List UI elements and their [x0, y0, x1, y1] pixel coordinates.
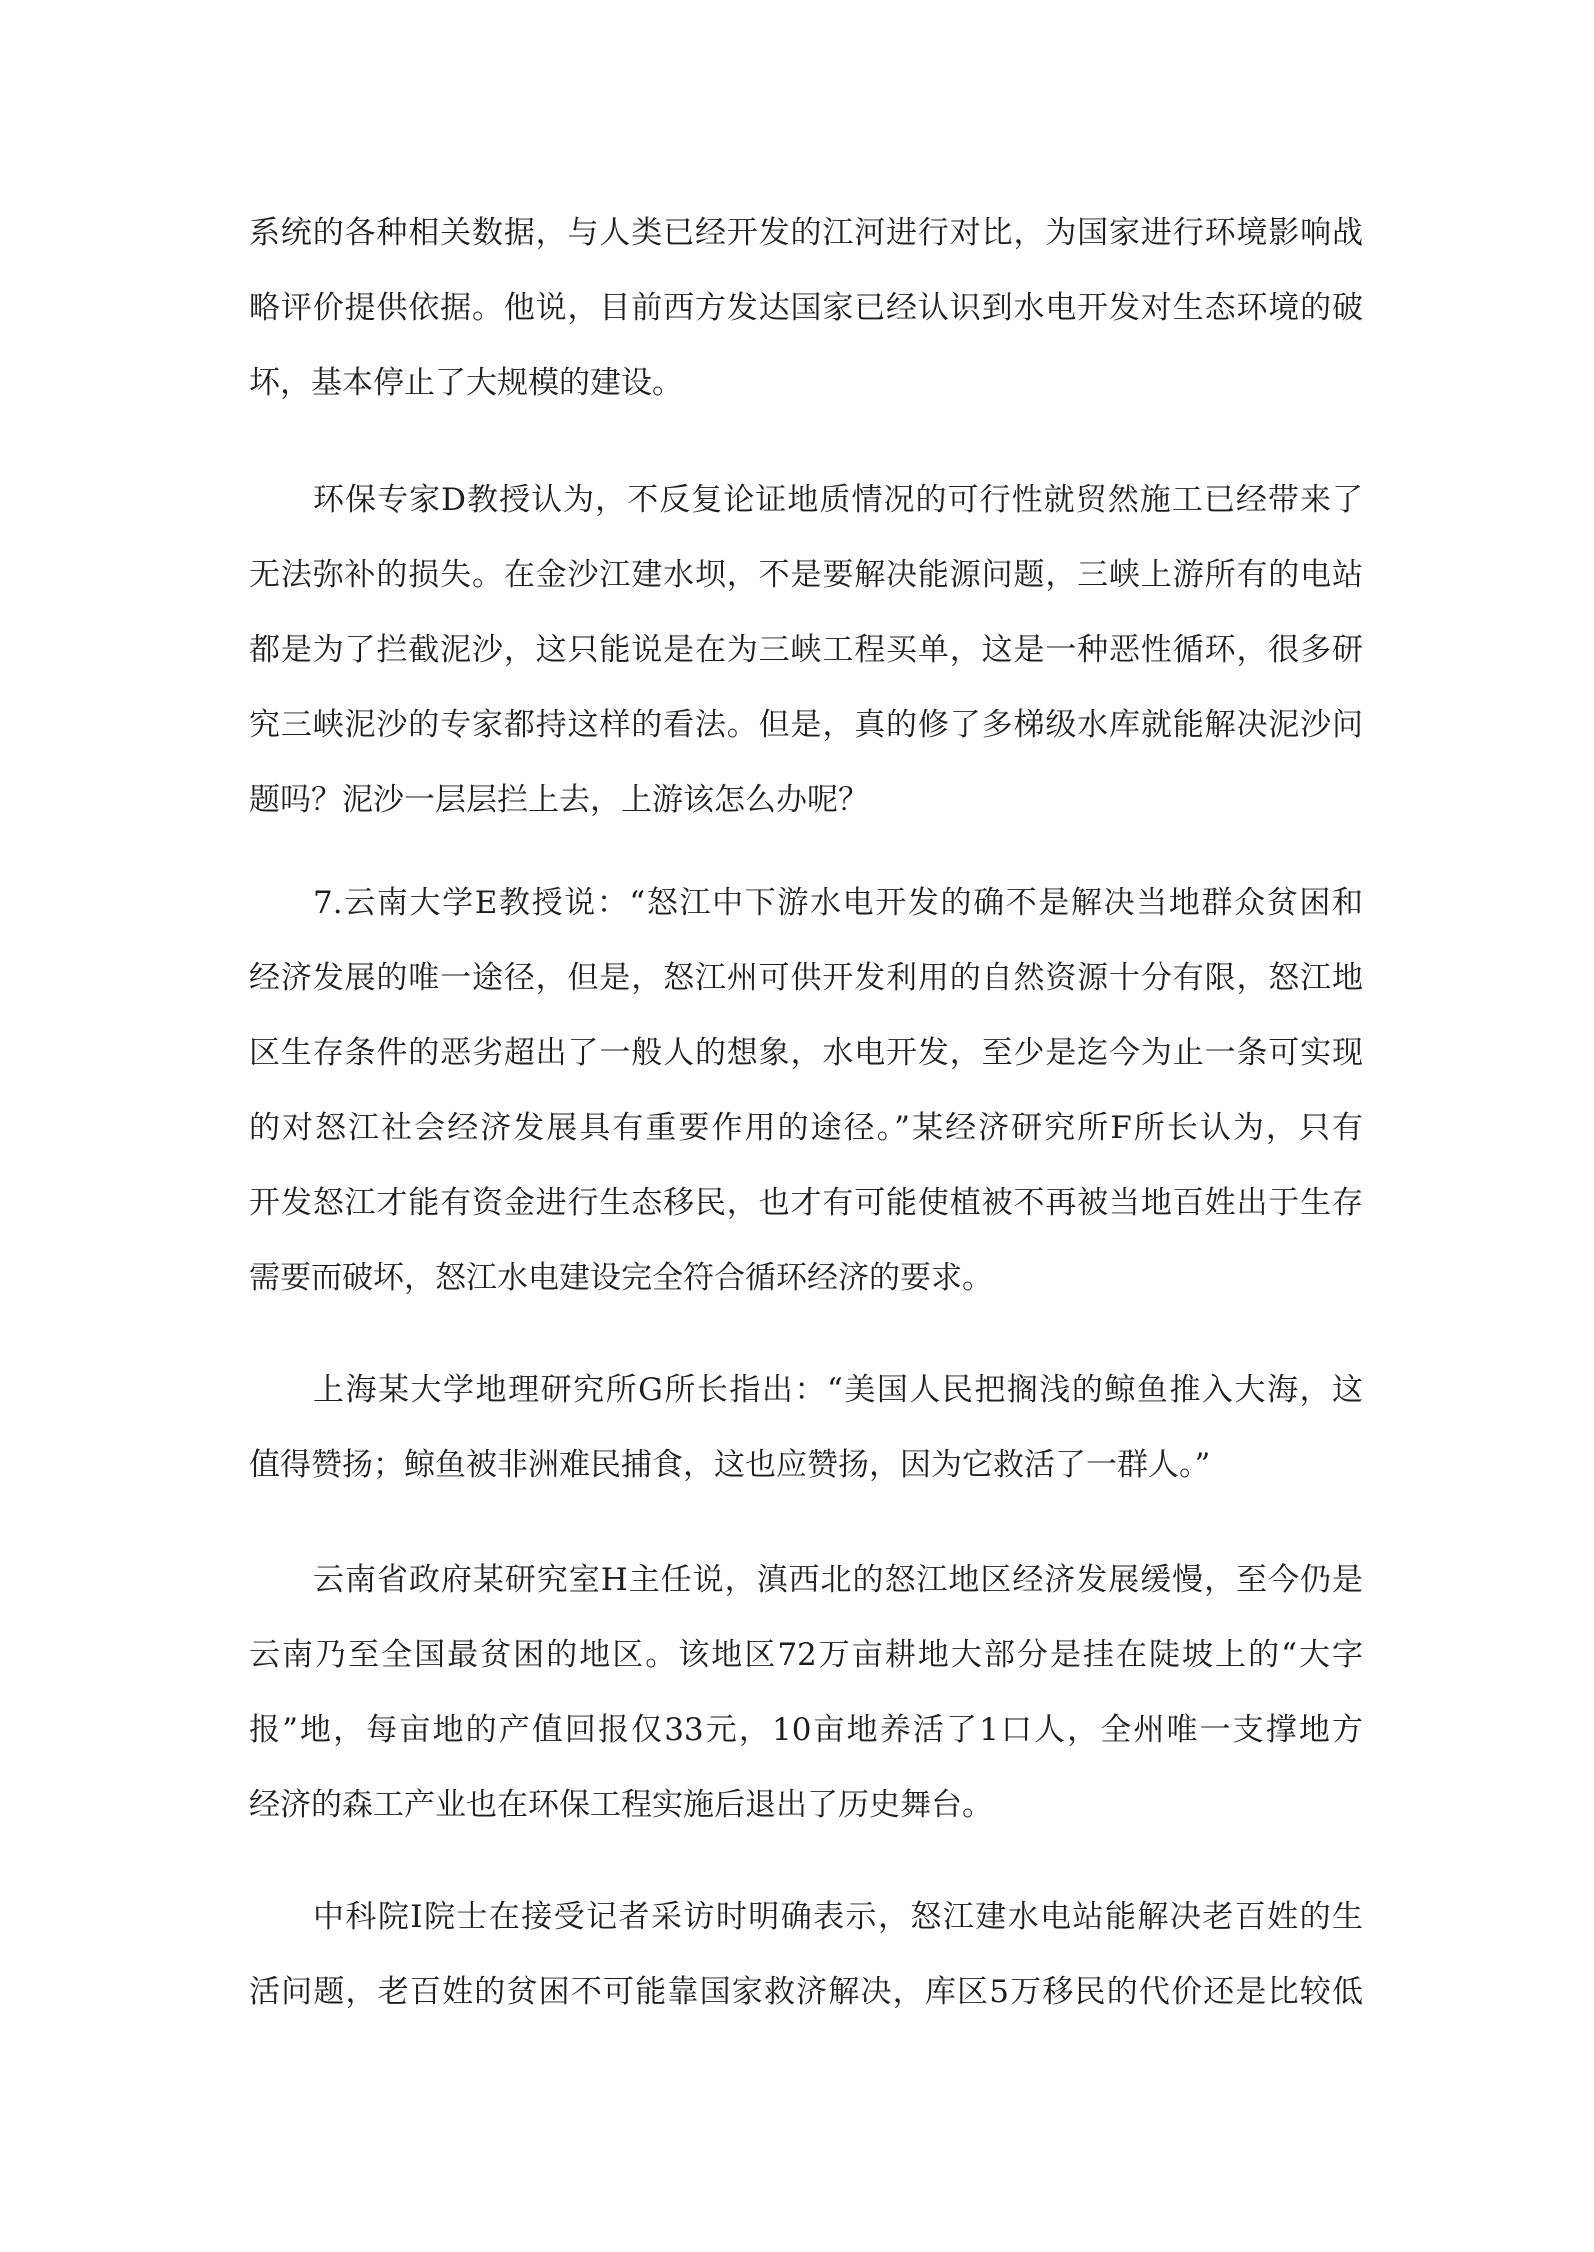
- text-line: 报”地，每亩地的产值回报仅33元，10亩地养活了1口人，全州唯一支撑地方: [249, 1712, 1363, 1748]
- text-line: 需要而破坏，怒江水电建设完全符合循环经济的要求。: [249, 1260, 993, 1296]
- paragraph-4: [249, 1353, 1363, 1503]
- text-line: 略评价提供依据。他说，目前西方发达国家已经认识到水电开发对生态环境的破: [249, 290, 1363, 326]
- paragraph-3: [249, 866, 1363, 1316]
- text-line: 活问题，老百姓的贫困不可能靠国家救济解决，库区5万移民的代价还是比较低: [249, 1974, 1363, 2010]
- text-line: 经济发展的唯一途径，但是，怒江州可供开发利用的自然资源十分有限，怒江地: [249, 960, 1363, 996]
- text-line: 7.云南大学E教授说：“怒江中下游水电开发的确不是解决当地群众贫困和: [313, 885, 1363, 921]
- text-line: 中科院I院士在接受记者采访时明确表示，怒江建水电站能解决老百姓的生: [313, 1899, 1363, 1935]
- text-line: 值得赞扬；鲸鱼被非洲难民捕食，这也应赞扬，因为它救活了一群人。”: [249, 1447, 1211, 1483]
- paragraph-2: [249, 463, 1363, 838]
- text-line: 经济的森工产业也在环保工程实施后退出了历史舞台。: [249, 1787, 993, 1823]
- text-line: 究三峡泥沙的专家都持这样的看法。但是，真的修了多梯级水库就能解决泥沙问: [249, 707, 1363, 743]
- text-line: 都是为了拦截泥沙，这只能说是在为三峡工程买单，这是一种恶性循环，很多研: [249, 632, 1363, 668]
- text-line: 坏，基本停止了大规模的建设。: [249, 365, 683, 401]
- text-line: 区生存条件的恶劣超出了一般人的想象，水电开发，至少是迄今为止一条可实现: [249, 1035, 1363, 1071]
- text-line: 环保专家D教授认为，不反复论证地质情况的可行性就贸然施工已经带来了: [313, 482, 1363, 518]
- text-line: 上海某大学地理研究所G所长指出：“美国人民把搁浅的鲸鱼推入大海，这: [313, 1372, 1363, 1408]
- paragraph-1: [249, 196, 1363, 421]
- text-line: 无法弥补的损失。在金沙江建水坝，不是要解决能源问题，三峡上游所有的电站: [249, 557, 1363, 593]
- paragraph-6: [249, 1880, 1363, 2030]
- text-line: 系统的各种相关数据，与人类已经开发的江河进行对比，为国家进行环境影响战: [249, 215, 1363, 251]
- text-line: 云南省政府某研究室H主任说，滇西北的怒江地区经济发展缓慢，至今仍是: [313, 1562, 1363, 1598]
- text-line: 题吗？泥沙一层层拦上去，上游该怎么办呢？: [249, 782, 869, 818]
- paragraph-5: [249, 1543, 1363, 1843]
- text-line: 的对怒江社会经济发展具有重要作用的途径。”某经济研究所F所长认为，只有: [249, 1110, 1363, 1146]
- text-line: 云南乃至全国最贫困的地区。该地区72万亩耕地大部分是挂在陡坡上的“大字: [249, 1637, 1363, 1673]
- text-line: 开发怒江才能有资金进行生态移民，也才有可能使植被不再被当地百姓出于生存: [249, 1185, 1363, 1221]
